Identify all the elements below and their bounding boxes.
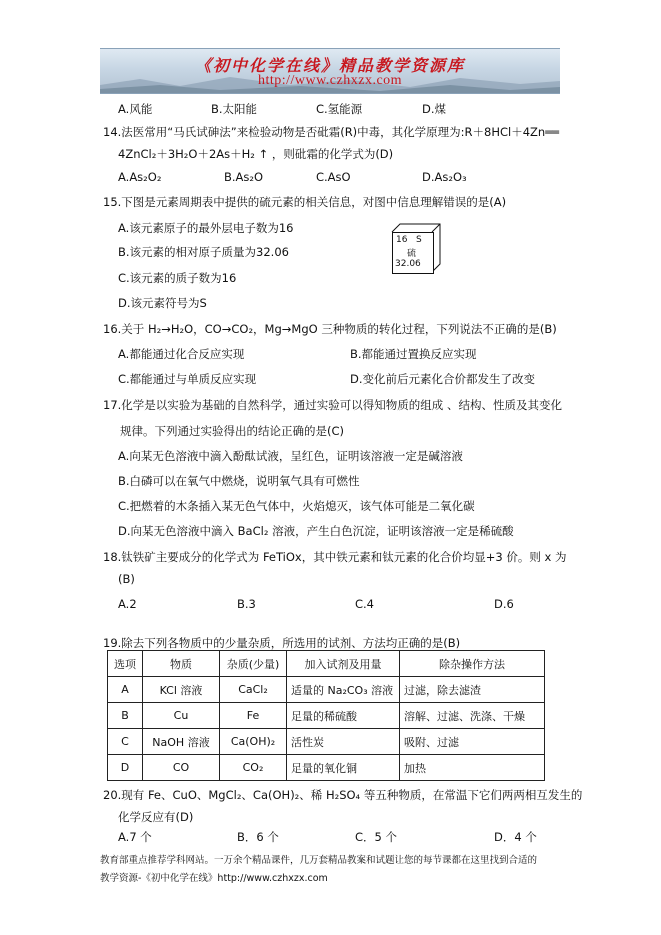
table-header-row (108, 651, 545, 677)
table-cell: 加热 (400, 755, 545, 781)
q17-option-c: C.把燃着的木条插入某无色气体中，火焰熄灭，该气体可能是二氧化碳 (118, 499, 475, 513)
table-row (108, 755, 545, 781)
q14-option-d: D.As₂O₃ (422, 170, 467, 184)
q18-option-c: C.4 (355, 597, 375, 611)
q20-option-c: C．5 个 (355, 830, 398, 844)
table-row (108, 729, 545, 755)
table-cell: NaOH 溶液 (143, 729, 220, 755)
table-header: 除杂操作方法 (400, 651, 545, 677)
q20-option-d: D．4 个 (494, 830, 537, 844)
header-banner (100, 48, 560, 94)
q17-option-d: D.向某无色溶液中滴入 BaCl₂ 溶液，产生白色沉淀，证明该溶液一定是稀硫酸 (118, 524, 514, 538)
q16-option-c: C.都能通过与单质反应实现 (118, 372, 257, 386)
footer-line2[interactable]: 教学资源-《初中化学在线》http://www.czhxzx.com (100, 873, 328, 884)
element-symbol: S (416, 235, 422, 245)
table-cell: Fe (220, 703, 287, 729)
q19-table (107, 650, 545, 781)
q16-option-b: B.都能通过置换反应实现 (350, 347, 477, 361)
q15-stem: 15.下图是元素周期表中提供的硫元素的相关信息，对图中信息理解错误的是(A) (103, 195, 507, 209)
q13-option-d: D.煤 (422, 102, 447, 116)
table-cell: C (108, 729, 143, 755)
q14-option-b: B.As₂O (224, 170, 264, 184)
table-cell: 溶解、过滤、洗涤、干燥 (400, 703, 545, 729)
q20-option-a: A.7 个 (118, 830, 152, 844)
q13-option-c: C.氢能源 (316, 102, 363, 116)
table-cell: CO₂ (220, 755, 287, 781)
table-cell: B (108, 703, 143, 729)
q20-stem-line1: 20.现有 Fe、CuO、MgCl₂、Ca(OH)₂、稀 H₂SO₄ 等五种物质，在常温下它们两两相互发生的 (103, 788, 583, 802)
table-cell: D (108, 755, 143, 781)
table-cell: 适量的 Na₂CO₃ 溶液 (287, 677, 400, 703)
q18-stem-line1: 18.钛铁矿主要成分的化学式为 FeTiOx，其中铁元素和钛元素的化合价均显+3 价。则 x 为 (103, 550, 567, 564)
element-atomic-number: 16 (396, 235, 408, 245)
q20-stem-line2: 化学反应有(D) (118, 810, 194, 824)
q17-option-a: A.向某无色溶液中滴入酚酞试液，呈红色，证明该溶液一定是碱溶液 (118, 449, 463, 463)
element-card (392, 232, 434, 274)
table-header: 选项 (108, 651, 143, 677)
q18-option-d: D.6 (494, 597, 514, 611)
q18-option-b: B.3 (237, 597, 256, 611)
q15-option-c: C.该元素的质子数为16 (118, 271, 237, 285)
q13-option-a: A.风能 (118, 102, 153, 116)
banner-title: 《初中化学在线》精品教学资源库 (194, 56, 465, 75)
q16-stem: 16.关于 H₂→H₂O，CO→CO₂，Mg→MgO 三种物质的转化过程，下列说法不正确的是(B) (103, 322, 557, 336)
q14-stem-line2: 4ZnCl₂＋3H₂O＋2As＋H₂ ↑ ，则砒霜的化学式为(D) (118, 147, 394, 161)
element-atomic-mass: 32.06 (395, 259, 421, 269)
table-cell: CO (143, 755, 220, 781)
q15-option-d: D.该元素符号为S (118, 296, 207, 310)
table-header: 加入试剂及用量 (287, 651, 400, 677)
table-cell: 吸附、过滤 (400, 729, 545, 755)
table-cell: KCl 溶液 (143, 677, 220, 703)
footer-line1: 教育部重点推荐学科网站。一万余个精品课件，几万套精品教案和试题让您的每节课都在这里找到合适的 (100, 855, 538, 866)
q20-option-b: B．6 个 (237, 830, 279, 844)
q15-option-b: B.该元素的相对原子质量为32.06 (118, 245, 289, 259)
table-cell: 过滤，除去滤渣 (400, 677, 545, 703)
q16-option-d: D.变化前后元素化合价都发生了改变 (350, 372, 536, 386)
table-cell: Cu (143, 703, 220, 729)
element-name: 硫 (407, 249, 417, 259)
table-cell: 活性炭 (287, 729, 400, 755)
table-row (108, 677, 545, 703)
table-row (108, 703, 545, 729)
q14-option-c: C.AsO (316, 170, 351, 184)
q14-option-a: A.As₂O₂ (118, 170, 162, 184)
q18-stem-line2: (B) (118, 572, 135, 586)
table-cell: CaCl₂ (220, 677, 287, 703)
q16-option-a: A.都能通过化合反应实现 (118, 347, 245, 361)
q18-option-a: A.2 (118, 597, 137, 611)
q19-stem: 19.除去下列各物质中的少量杂质，所选用的试剂、方法均正确的是(B) (103, 636, 461, 650)
table-header: 杂质(少量) (220, 651, 287, 677)
q17-option-b: B.白磷可以在氧气中燃烧，说明氧气具有可燃性 (118, 474, 360, 488)
table-cell: 足量的稀硫酸 (287, 703, 400, 729)
table-cell: A (108, 677, 143, 703)
q15-option-a: A.该元素原子的最外层电子数为16 (118, 221, 294, 235)
table-header: 物质 (143, 651, 220, 677)
table-cell: 足量的氧化铜 (287, 755, 400, 781)
q14-stem-line1: 14.法医常用“马氏试砷法”来检验动物是否砒霜(R)中毒，其化学原理为:R＋8HCl＋4Zn══ (103, 125, 560, 139)
q17-stem-line2: 规律。下列通过实验得出的结论正确的是(C) (120, 424, 345, 438)
table-cell: Ca(OH)₂ (220, 729, 287, 755)
q17-stem-line1: 17.化学是以实验为基础的自然科学，通过实验可以得知物质的组成 、结构、性质及其变化 (103, 398, 562, 412)
banner-url[interactable]: http://www.czhxzx.com (257, 73, 403, 88)
q13-option-b: B.太阳能 (211, 102, 258, 116)
